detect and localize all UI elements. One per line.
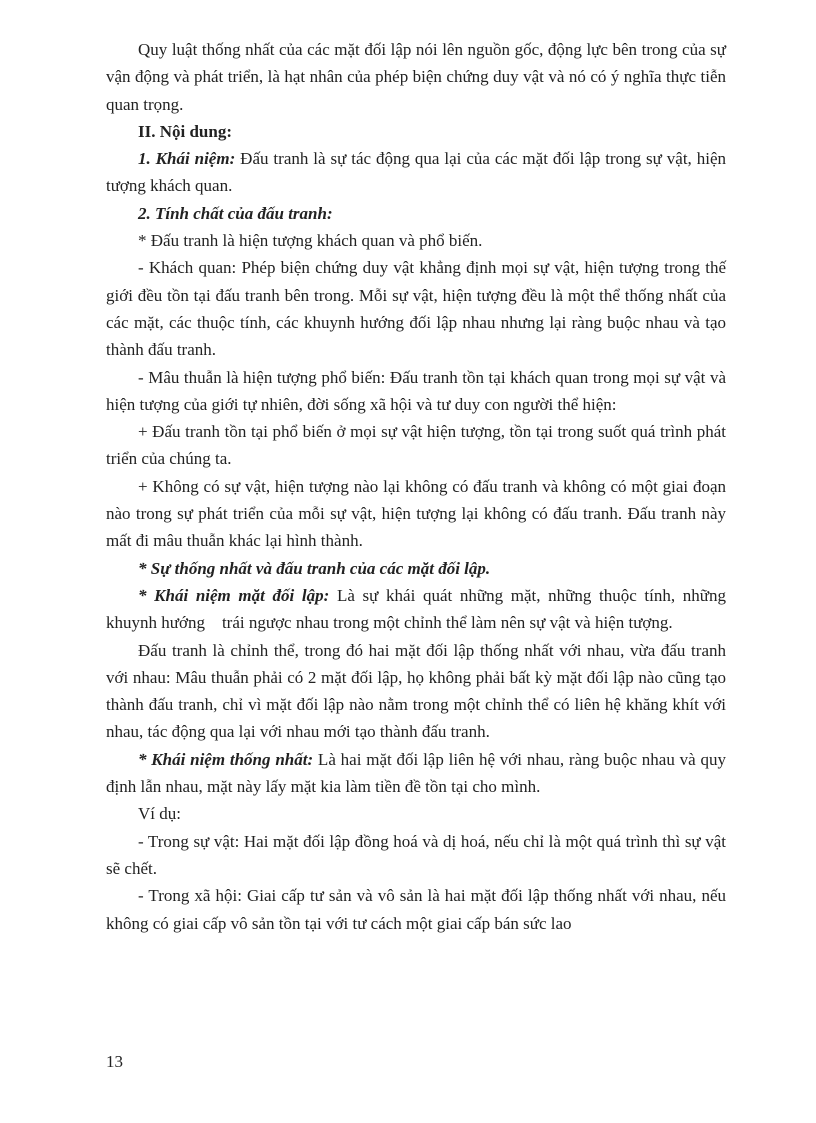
opposite-concept-paragraph [106,582,731,637]
intro-paragraph: Quy luật thống nhất của các mặt đối lập nói lên nguồn gốc, động lực bên trong của sự vận động và phát triển, là hạt nhân của phép biện chứng duy vật và nó có ý nghĩa thực tiễn quan trọng. [106,40,726,114]
unity-concept-label: * Khái niệm thống nhất: [138,749,314,769]
objective-paragraph: - Khách quan: Phép biện chứng duy vật khẳng định mọi sự vật, hiện tượng trong thế giới đều tồn tại đấu tranh bên trong. Mỗi sự vật, hiện tượng đều là một thể thống nhất của các mặt, các thuộc tính, các khuynh hướng đối lập nhau nhưng lại ràng buộc nhau và tạo thành đấu tranh. [106,258,726,360]
definition-text: Đấu tranh là sự tác động qua lại của các mặt đối lập trong sự vật, hiện tượng khách quan. [106,149,727,196]
contradiction-paragraph: - Mâu thuẫn là hiện tượng phổ biến: Đấu tranh tồn tại khách quan trong mọi sự vật và hiện tượng của giới tự nhiên, đời sống xã hội và tư duy con người thể hiện: [106,367,726,414]
example-thing-paragraph: - Trong sự vật: Hai mặt đối lập đồng hoá và dị hoá, nếu chỉ là một quá trình thì sự vật sẽ chết. [106,831,726,878]
page-number: 13 [106,1052,123,1071]
bullet-plus-1: + Đấu tranh tồn tại phổ biến ở mọi sự vật hiện tượng, tồn tại trong suốt quá trình phát triển của chúng ta. [106,422,726,469]
struggle-whole-paragraph: Đấu tranh là chỉnh thể, trong đó hai mặt đối lập thống nhất với nhau, vừa đấu tranh với nhau: Mâu thuẫn phải có 2 mặt đối lập, họ không phải bất kỳ mặt đối lập nào cũng tạo thành đấu tranh, chỉ vì mặt đối lập nào nằm trong một chỉnh thể có liên hệ khăng khít với nhau, tác động qua lại với nhau mới tạo thành đấu tranh. [106,640,726,742]
subheading-unity-struggle: * Sự thống nhất và đấu tranh của các mặt đối lập. [138,558,491,578]
subheading-tinh-chat: 2. Tính chất của đấu tranh: [138,203,333,223]
objective-universal-paragraph: * Đấu tranh là hiện tượng khách quan và phổ biến. [138,231,483,251]
definition-label: 1. Khái niệm: [138,149,236,169]
bullet-plus-2: + Không có sự vật, hiện tượng nào lại không có đấu tranh và không có một giai đoạn nào trong sự phát triển của mỗi sự vật, hiện tượng lại không có đấu tranh. Đấu tranh này mất đi mâu thuẫn khác lại hình thành. [106,476,726,551]
example-label: Ví dụ: [138,804,181,824]
unity-concept-paragraph [106,746,726,801]
opposite-concept-text: Là sự khái quát những mặt, những thuộc tính, những khuynh hướng trái ngược nhau trong một chỉnh thể làm nên sự vật và hiện tượng. [106,585,731,633]
definition-paragraph [106,145,726,200]
section-heading-noi-dung: II. Nội dung: [138,121,233,141]
example-society-paragraph: - Trong xã hội: Giai cấp tư sản và vô sản là hai mặt đối lập thống nhất với nhau, nếu không có giai cấp vô sản tồn tại với tư cách một giai cấp bán sức lao [106,886,726,933]
opposite-concept-label: * Khái niệm mặt đối lập: [138,585,330,605]
document-body [106,36,731,937]
unity-concept-text: Là hai mặt đối lập liên hệ với nhau, ràng buộc nhau và quy định lẫn nhau, mặt này lấy mặt kia làm tiền đề tồn tại cho mình. [106,749,726,797]
